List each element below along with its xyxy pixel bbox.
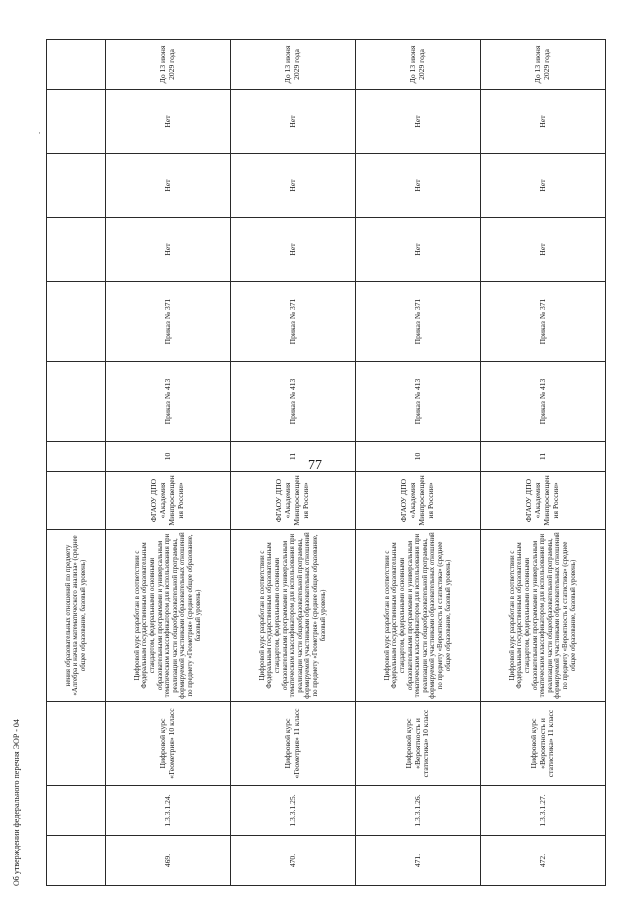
cell-code: 1.3.3.1.25.: [231, 786, 356, 836]
cell-org: ФГАОУ ДПО «Академия Минпросвещения России»: [481, 472, 606, 530]
cell-order1: Приказ № 413: [356, 362, 481, 442]
cell-c3: Нет: [231, 90, 356, 154]
cell-description: Цифровой курс разработан в соответствии с Федеральным государственным образовательным стандартом, федеральными основными образовательными программами и универсальным тематическим классификатором для использования при реализации части общеобразовательной программы, формируемой участниками образовательных отношений по предмету «Вероятность и статистика» (среднее общее образование, базовый уровень): [356, 530, 481, 702]
cell-deadline: До 13 июня 2029 года: [481, 40, 606, 90]
cell-c1: Нет: [106, 218, 231, 282]
cell-c3: Нет: [356, 90, 481, 154]
cell-order2: Приказ № 371: [231, 282, 356, 362]
cell-description: нения образовательных отношений по предмету «Алгебра и начала математического анализа» (среднее общее образование, базовый уровень): [47, 530, 106, 702]
cell-deadline: [47, 40, 106, 90]
table-row: [481, 40, 606, 886]
cell-order1: [47, 362, 106, 442]
cell-org: [47, 472, 106, 530]
cell-name: Цифровой курс «Вероятность и статистика» 11 класс: [481, 702, 606, 786]
cell-grade: [47, 442, 106, 472]
cell-org: ФГАОУ ДПО «Академия Минпросвещения России»: [106, 472, 231, 530]
cell-name: [47, 702, 106, 786]
cell-org: ФГАОУ ДПО «Академия Минпросвещения России»: [231, 472, 356, 530]
cell-description: Цифровой курс разработан в соответствии с Федеральным государственным образовательным стандартом, федеральными основными образовательными программами и универсальным тематическим классификатором для использования при реализации части общеобразовательной программы, формируемой участниками образовательных отношений по предмету «Геометрия» (среднее общее образование, базовый уровень): [106, 530, 231, 702]
cell-c2: Нет: [231, 154, 356, 218]
cell-code: 1.3.3.1.26.: [356, 786, 481, 836]
cell-num: 470.: [231, 836, 356, 886]
cell-grade: 11: [231, 442, 356, 472]
table-row: [356, 40, 481, 886]
cell-description: Цифровой курс разработан в соответствии с Федеральным государственным образовательным стандартом, федеральными основными образовательными программами и универсальным тематическим классификатором для использования при реализации части общеобразовательной программы, формируемой участниками образовательных отношений по предмету «Вероятность и статистика» (среднее общее образование, базовый уровень): [481, 530, 606, 702]
cell-c1: Нет: [231, 218, 356, 282]
cell-c2: [47, 154, 106, 218]
cell-order2: Приказ № 371: [356, 282, 481, 362]
cell-c2: Нет: [106, 154, 231, 218]
cell-c3: Нет: [481, 90, 606, 154]
cell-code: 1.3.3.1.24.: [106, 786, 231, 836]
cell-num: 469.: [106, 836, 231, 886]
cell-num: [47, 836, 106, 886]
footer-note: Об утверждении федерального перечня ЭОР - 04: [12, 719, 21, 886]
cell-order2: Приказ № 371: [106, 282, 231, 362]
cell-name: Цифровой курс «Вероятность и статистика» 10 класс: [356, 702, 481, 786]
scan-mark: ·: [38, 128, 41, 138]
cell-c2: Нет: [356, 154, 481, 218]
cell-c2: Нет: [481, 154, 606, 218]
page-number: 77: [308, 458, 322, 473]
cell-order1: Приказ № 413: [481, 362, 606, 442]
registry-table-container: [46, 40, 591, 886]
cell-num: 472.: [481, 836, 606, 886]
continuation-row: [47, 40, 106, 886]
cell-order2: [47, 282, 106, 362]
cell-c1: [47, 218, 106, 282]
cell-grade: 10: [106, 442, 231, 472]
table-row: [106, 40, 231, 886]
cell-grade: 11: [481, 442, 606, 472]
cell-c1: Нет: [356, 218, 481, 282]
cell-deadline: До 13 июня 2029 года: [356, 40, 481, 90]
cell-org: ФГАОУ ДПО «Академия Минпросвещения России»: [356, 472, 481, 530]
cell-order2: Приказ № 371: [481, 282, 606, 362]
cell-name: Цифровой курс «Геометрия» 11 класс: [231, 702, 356, 786]
table-row: [231, 40, 356, 886]
cell-order1: Приказ № 413: [106, 362, 231, 442]
cell-name: Цифровой курс «Геометрия» 10 класс: [106, 702, 231, 786]
cell-grade: 10: [356, 442, 481, 472]
cell-deadline: До 13 июня 2029 года: [231, 40, 356, 90]
cell-order1: Приказ № 413: [231, 362, 356, 442]
cell-c3: [47, 90, 106, 154]
cell-deadline: До 13 июня 2029 года: [106, 40, 231, 90]
cell-c1: Нет: [481, 218, 606, 282]
cell-num: 471.: [356, 836, 481, 886]
cell-code: 1.3.3.1.27.: [481, 786, 606, 836]
cell-code: [47, 786, 106, 836]
registry-table: [46, 39, 606, 886]
cell-c3: Нет: [106, 90, 231, 154]
cell-description: Цифровой курс разработан в соответствии с Федеральным государственным образовательным стандартом, федеральными основными образовательными программами и универсальным тематическим классификатором для использования при реализации части общеобразовательной программы, формируемой участниками образовательных отношений по предмету «Геометрия» (среднее общее образование, базовый уровень): [231, 530, 356, 702]
